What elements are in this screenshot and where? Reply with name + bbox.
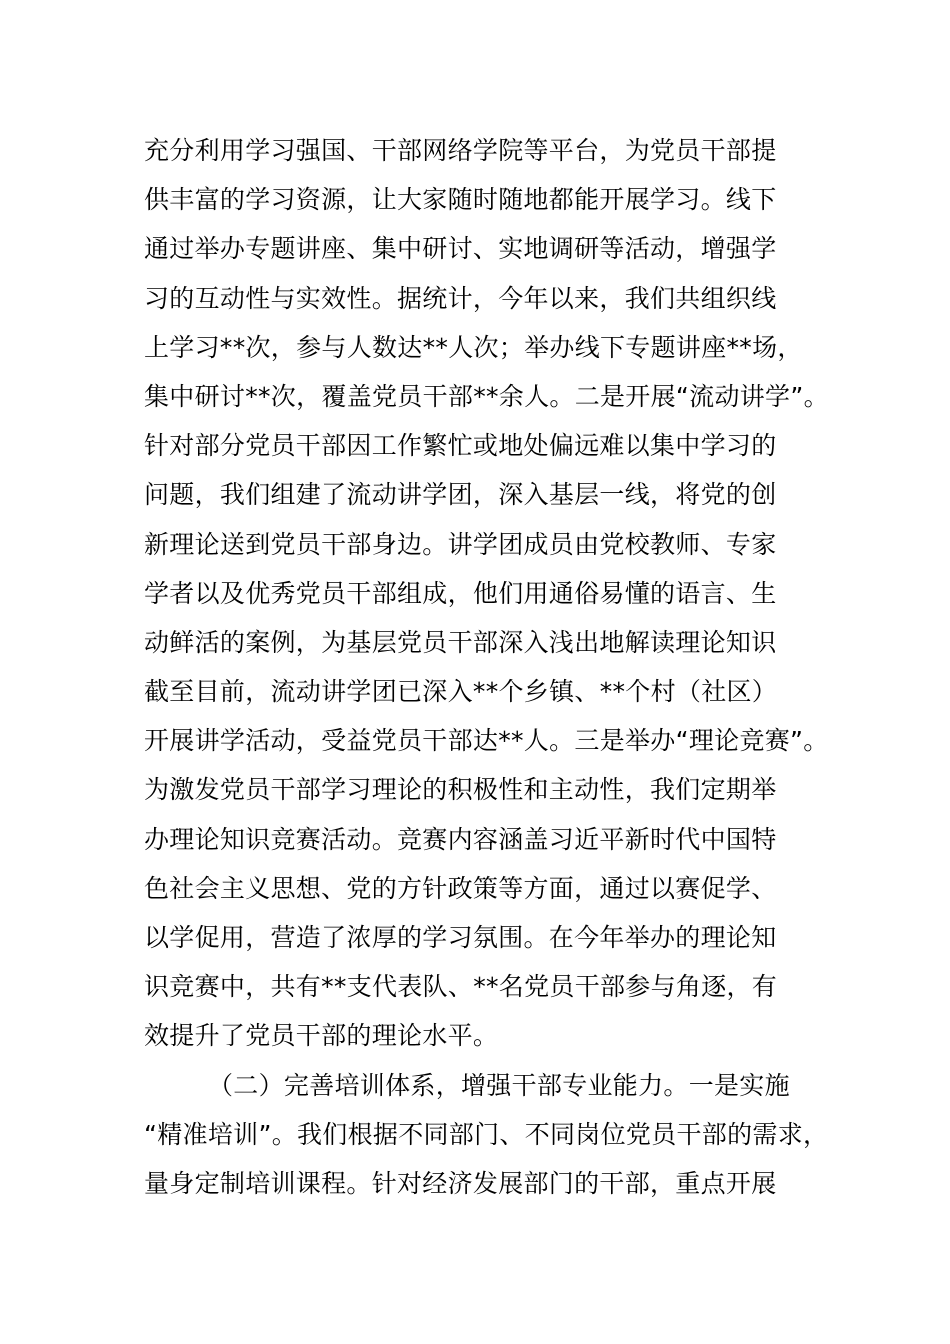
text-line: 习的互动性与实效性。据统计，今年以来，我们共组织线 <box>144 283 777 313</box>
text-line: 色社会主义思想、党的方针政策等方面，通过以赛促学、 <box>144 873 777 903</box>
text-line: 识竞赛中，共有**支代表队、**名党员干部参与角逐，有 <box>144 972 778 1002</box>
text-line: 以学促用，营造了浓厚的学习氛围。在今年举办的理论知 <box>144 923 777 952</box>
text-line: 学者以及优秀党员干部组成，他们用通俗易懂的语言、生 <box>144 578 777 608</box>
text-line: 新理论送到党员干部身边。讲学团成员由党校教师、专家 <box>144 529 777 559</box>
text-line: 针对部分党员干部因工作繁忙或地处偏远难以集中学习的 <box>144 431 777 461</box>
text-line: 效提升了党员干部的理论水平。 <box>144 1021 499 1051</box>
document-body <box>144 126 844 1208</box>
section-heading-line: （二）完善培训体系，增强干部专业能力。一是实施 <box>208 1070 790 1100</box>
text-line: 动鲜活的案例，为基层党员干部深入浅出地解读理论知识 <box>144 627 777 657</box>
text-line: 集中研讨**次，覆盖党员干部**余人。二是开展“流动讲学”。 <box>144 381 829 411</box>
text-line: 通过举办专题讲座、集中研讨、实地调研等活动，增强学 <box>144 234 777 264</box>
text-line: 问题，我们组建了流动讲学团，深入基层一线，将党的创 <box>144 480 777 510</box>
text-line: 截至目前，流动讲学团已深入**个乡镇、**个村（社区） <box>144 677 778 707</box>
text-line: 办理论知识竞赛活动。竞赛内容涵盖习近平新时代中国特 <box>144 824 777 854</box>
text-line: 量身定制培训课程。针对经济发展部门的干部，重点开展 <box>144 1168 777 1198</box>
text-line: 充分利用学习强国、干部网络学院等平台，为党员干部提 <box>144 136 777 165</box>
text-line: “精准培训”。我们根据不同部门、不同岗位党员干部的需求， <box>144 1119 829 1149</box>
text-line: 开展讲学活动，受益党员干部达**人。三是举办“理论竞赛”。 <box>144 726 829 756</box>
text-line: 供丰富的学习资源，让大家随时随地都能开展学习。线下 <box>144 185 777 215</box>
text-line: 为激发党员干部学习理论的积极性和主动性，我们定期举 <box>144 775 777 805</box>
text-line: 上学习**次，参与人数达**人次；举办线下专题讲座**场， <box>144 332 803 362</box>
